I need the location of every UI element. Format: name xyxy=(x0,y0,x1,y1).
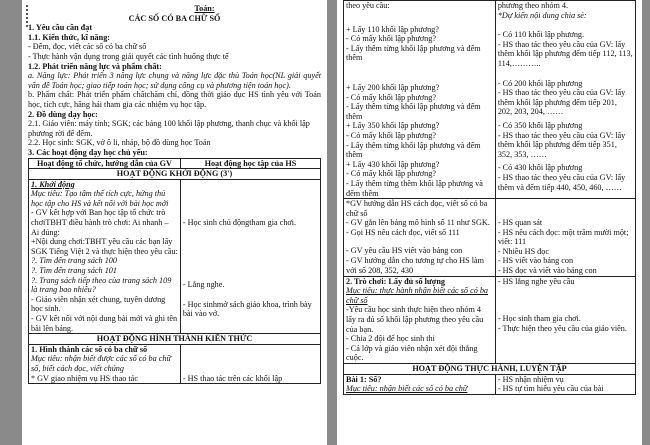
materials-teacher: 2.1. Giáo viên: máy tính; SGK; các bảng 100 khối lập phương, thanh chục và khối lập phương rời để đếm. xyxy=(28,119,310,138)
game-gv-3: - Cả lớp và giáo viên nhận xét đội thắng cuộc. xyxy=(346,343,478,363)
p2-student-cell-3 xyxy=(495,276,635,363)
p2-student-cell-2 xyxy=(495,199,635,277)
new-goal: Mục tiêu: nhận biết được các số có ba chữ số, biết cách đọc, viết chúng xyxy=(31,354,171,373)
game-title: 2. Trò chơi: Lấy đủ số lượng xyxy=(346,276,445,286)
g4-line-2: - Có mấy khối lập phương? xyxy=(346,169,436,179)
activities-table xyxy=(28,158,321,385)
warmup-q-2: ?. Tìm đến trang sách 101 xyxy=(31,266,117,276)
warmup-q-3: ?. Trang sách tiếp theo của trang sách 109 là trang bao nhiêu? xyxy=(31,275,172,295)
g5-line-1: *GV hướng dẫn HS cách đọc, viết số có ba chữ số xyxy=(346,199,488,218)
h4-line-2: - HS thao tác theo yêu cầu của GV: lấy thêm và đếm tiếp 440, 450, 460, …… xyxy=(497,172,626,192)
new-gv: * GV giao nhiệm vụ HS thao tác xyxy=(31,373,138,383)
section-practice: HOẠT ĐỘNG THỰC HÀNH, LUYỆN TẬP xyxy=(344,364,636,375)
warmup-hs-2: - Lắng nghe. xyxy=(182,280,225,290)
activities-heading: 3. Các hoạt động dạy học chủ yếu: xyxy=(28,147,148,157)
g1-line-1: + Lấy 110 khối lập phương? xyxy=(346,24,439,34)
g1-line-3: - Lấy thêm từng khối lập phương và đếm thêm xyxy=(346,43,481,63)
g5-line-3: - Gọi HS nêu cách đọc, viết số 111 xyxy=(346,227,460,237)
warmup-gv-1: - GV kết hợp với Ban học tập tổ chức trò chơiTBHT điều hành trò chơi: Ai nhanh – Ai đúng: xyxy=(31,208,169,237)
p2-teacher-cell-3 xyxy=(344,276,496,363)
game-gv-2: - Chia 2 đội để học sinh thi xyxy=(346,334,435,344)
p2-teacher-cell-2 xyxy=(344,199,496,277)
game-hs-3: - Học sinh tham gia chơi. xyxy=(497,314,581,324)
g3-line-3: - Lấy thêm từng khối lập phương và đếm thêm xyxy=(346,140,481,160)
h5-line-2: - HS quan sát xyxy=(497,218,543,228)
h5-line-6: - HS đọc và viết vào bảng con xyxy=(497,266,597,276)
document-page-1 xyxy=(22,0,327,445)
section-warmup: HOẠT ĐỘNG KHỞI ĐỘNG (3') xyxy=(29,169,321,180)
materials-heading: 2. Đồ dùng dạy học: xyxy=(28,109,98,119)
g5-line-5: - GV yêu cầu HS viết vào bảng con xyxy=(346,246,463,256)
competence-a: a. Năng lực: Phát triển 3 năng lực chung và năng lực đặc thù Toán học(NL giải quyết vấn đề Toán học; giao tiếp toán học; sử dụng công cụ và phương tiện toán học). xyxy=(28,71,321,90)
ex1-title: Bài 1: Số? xyxy=(346,374,382,384)
new-student-cell xyxy=(180,344,320,384)
h4-line-1: - Có 430 khối lập phương xyxy=(497,163,583,173)
warmup-title: 1. Khởi động xyxy=(31,179,75,189)
warmup-gv-4: - GV kết nối với nội dung bài mới và ghi tên bài lên bảng. xyxy=(31,314,178,333)
g2-line-1: + Lấy 200 khối lập phương? xyxy=(346,82,440,92)
h3-line-1: - Có 350 khối lập phương xyxy=(497,120,583,130)
col-header-student: Hoạt động học tập của HS xyxy=(180,158,320,169)
materials-student: 2.2. Học sinh: SGK, vở ô li, nháp, bộ đồ dùng học Toán xyxy=(28,138,211,148)
h2-line-2: - HS thao tác theo yêu cầu của GV: lấy thêm khối lập phương đếm tiếp 201, 202, 203, 204, …… xyxy=(497,88,626,117)
lesson-subject: Toán: xyxy=(194,4,215,13)
p2-student-cell-4 xyxy=(495,374,635,394)
h5-line-5: - HS viết vào bảng con xyxy=(497,256,574,266)
document-page-2 xyxy=(337,0,642,445)
p2-teacher-cell-4 xyxy=(344,374,496,394)
g1-line-2: - Có mấy khối lập phương? xyxy=(346,34,436,44)
warmup-gv-3: - Giáo viên nhận xét chung, tuyên dương học sinh. xyxy=(31,294,166,314)
g4-line-3: - Lấy thêm từng thêm khối lập phương và đếm thêm xyxy=(346,178,483,198)
new-title: 1. Hình thành các số có ba chữ số xyxy=(31,344,148,354)
new-teacher-cell xyxy=(29,344,181,384)
warmup-q-1: ?. Tìm đến trang sách 100 xyxy=(31,256,117,266)
g2-line-3: - Lấy thêm từng khối lập phương và đếm thêm xyxy=(346,102,481,121)
h5-line-4: - Nhiều HS đọc xyxy=(497,246,549,256)
warmup-hs-1: - Học sinh chủ độngtham gia chơi. xyxy=(182,217,297,227)
ex1-hs-1: - HS nhận nhiệm vụ xyxy=(497,374,564,384)
h2-line-1: - Có 200 khối lập phương xyxy=(497,78,583,88)
lesson-title: CÁC SỐ CÓ BA CHỮ SỐ xyxy=(128,13,221,23)
warmup-hs-3: - Học sinhmở sách giáo khoa, trình bày bài vào vở. xyxy=(182,299,312,319)
competence-b: b. Phẩm chất: Phát triển phẩm chấtchăm chỉ, đồng thời giáo dục HS tình yêu với Toán học, tích cực, hăng hái tham gia các nhiệm vụ học tập. xyxy=(28,90,321,109)
competence-heading: 1.2. Phát triển năng lực và phẩm chất: xyxy=(28,61,162,71)
knowledge-line-1: - Đếm, đọc, viết các số có ba chữ số xyxy=(28,42,147,52)
col-header-teacher: Hoạt động tổ chức, hướng dẫn của GV xyxy=(29,158,181,169)
g5-line-2: - GV gắn lên bảng mô hình số 11 như SGK. xyxy=(346,218,490,228)
knowledge-line-2: - Thực hành vận dụng trong giải quyết các tình huống thực tế xyxy=(28,51,229,61)
p2-gv-intro: theo yêu cầu: xyxy=(346,1,390,10)
g3-line-1: + Lấy 350 khối lập phương? xyxy=(346,121,440,131)
g2-line-2: - Có mấy khối lập phương? xyxy=(346,92,436,102)
warmup-goal: Mục tiêu: Tạo tâm thế tích cực, hứng thú học tập cho HS và kết nối với bài học mới xyxy=(31,189,169,208)
g5-line-6: - GV hướng dẫn cho tương tự cho HS làm với số 208, 352, 430 xyxy=(346,256,485,275)
game-hs-4: - Thực hiện theo yêu cầu của giáo viên. xyxy=(497,323,627,333)
activities-table-continued xyxy=(343,0,636,395)
p2-teacher-cell-1 xyxy=(344,1,496,199)
objectives-heading: 1. Yêu cầu cần đạt xyxy=(28,23,93,33)
game-goal: Mục tiêu: thực hành nhận biết các số có ba chữ số xyxy=(346,286,489,305)
warmup-gv-2: +Nội dung chơi:TBHT yêu cầu các bạn lấy SGK Tiếng Việt 2 và thực hiện theo yêu cầu: xyxy=(31,237,178,256)
h1-line-1: - Có 110 khối lập phương. xyxy=(497,30,585,40)
p2-student-cell-1 xyxy=(495,1,635,199)
g3-line-2: - Có mấy khối lập phương? xyxy=(346,130,436,140)
warmup-student-cell xyxy=(180,179,320,334)
game-gv-1: -Yêu cầu học sinh thực hiện theo nhóm 4 lấy ra đủ số khối lập phương theo yêu cầu của bạn. xyxy=(346,305,484,334)
warmup-teacher-cell xyxy=(29,179,181,334)
new-hs: - HS thao tác trên các khối lập xyxy=(182,373,283,383)
h5-line-3: - HS nêu cách đọc: một trăm mười một; viết: 111 xyxy=(497,227,629,247)
knowledge-heading: 1.1. Kiến thức, kĩ năng: xyxy=(28,32,111,42)
section-new-knowledge: HOẠT ĐỘNG HÌNH THÀNH KIẾN THỨC xyxy=(29,334,321,345)
p2-hs-expected: *Dự kiến nội dung chia sẻ: xyxy=(497,10,587,20)
h3-line-2: - HS thao tác theo yêu cầu của GV: lấy thêm khối lập phương đếm tiếp 351, 352, 353, …… xyxy=(497,130,626,159)
h1-line-2: - HS thao tác theo yêu cầu của GV: lấy thêm khối lập phương đếm tiếp 112, 113, 114,……….. xyxy=(497,39,633,68)
ex1-goal: Mục tiêu: nhận biết các số có ba chữ xyxy=(346,384,468,394)
game-hs-1: - HS lắng nghe yêu cầu xyxy=(497,276,575,286)
g4-line-1: + Lấy 430 khối lập phương? xyxy=(346,159,440,169)
p2-hs-intro: phương theo nhóm 4. xyxy=(497,1,568,10)
ex1-hs-2: - HS tự tìm hiểu yêu cầu của bài xyxy=(497,384,604,394)
